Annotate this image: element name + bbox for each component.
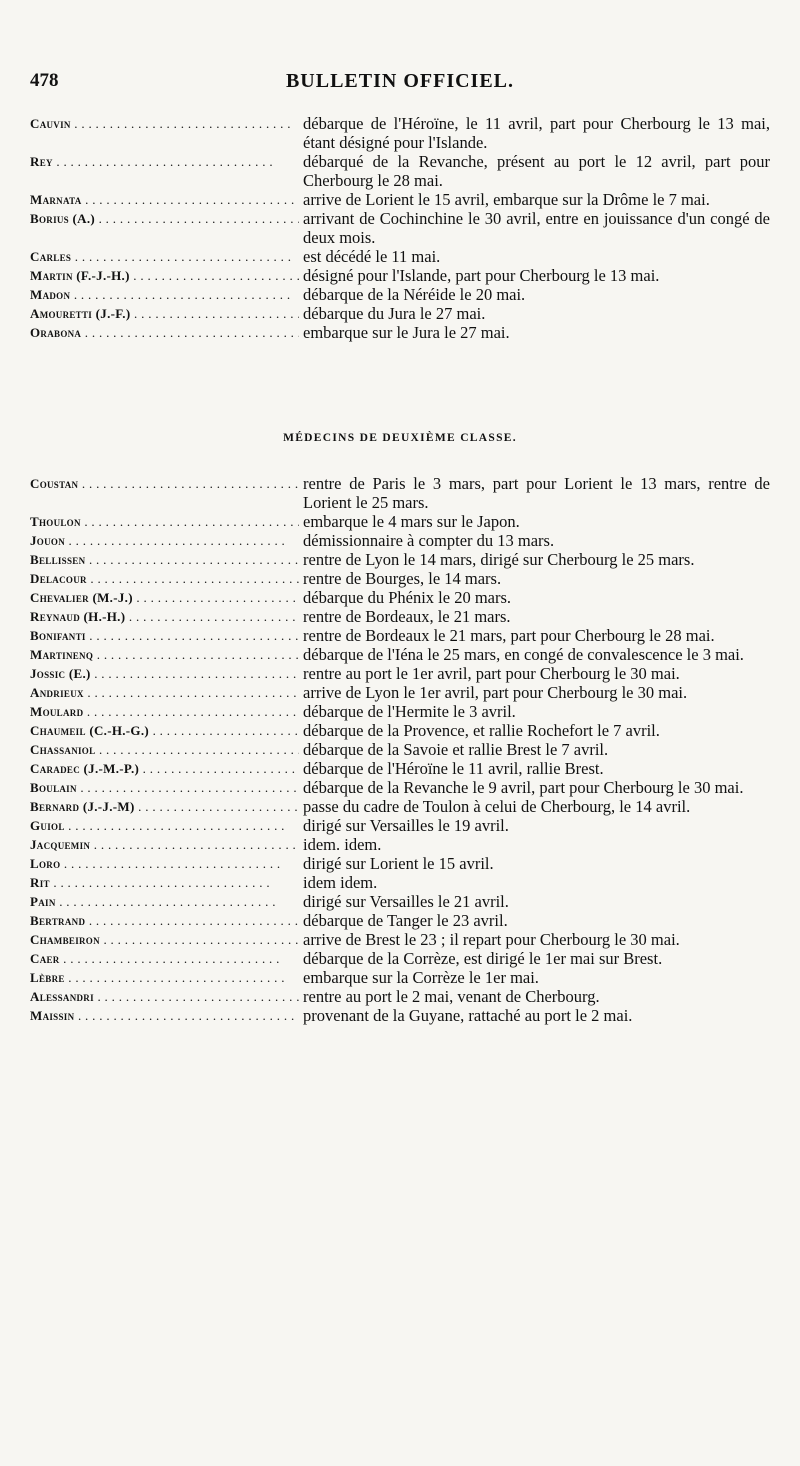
officer-movement: embarque sur le Jura le 27 mai. [303, 323, 510, 342]
officer-movement: débarque de la Néréide le 20 mai. [303, 285, 526, 304]
page-header [30, 70, 770, 100]
officer-list-second-class [30, 474, 770, 1025]
entry-row [30, 892, 770, 911]
officer-name: Bonifanti . . . [30, 626, 299, 645]
officer-name: Boulain . . . [30, 778, 299, 797]
entry-row [30, 266, 770, 285]
officer-name: Amouretti (J.-F.) . . . [30, 304, 299, 323]
entry-row [30, 816, 770, 835]
officer-name: Bernard (J.-J.-M) . . . [30, 797, 299, 816]
entry-row [30, 645, 770, 664]
officer-movement: rentre de Bordeaux le 21 mars, part pour Cherbourg le 28 mai. [303, 626, 715, 645]
entry-row [30, 209, 770, 247]
officer-name: Maissin . . . [30, 1006, 299, 1025]
entry-row [30, 683, 770, 702]
officer-name: Marnata . . . [30, 190, 299, 209]
officer-movement: rentre de Bourges, le 14 mars. [303, 569, 502, 588]
officer-movement: idem. idem. [303, 835, 382, 854]
entry-row [30, 778, 770, 797]
entry-row [30, 740, 770, 759]
entry-row [30, 588, 770, 607]
officer-name: Martinenq . . . [30, 645, 299, 664]
officer-name: Pain . . . [30, 892, 299, 911]
entry-row [30, 949, 770, 968]
officer-name: Reynaud (H.-H.) . . . [30, 607, 299, 626]
officer-movement: passe du cadre de Toulon à celui de Cherbourg, le 14 avril. [303, 797, 691, 816]
entry-row [30, 1006, 770, 1025]
officer-name: Moulard . . . [30, 702, 299, 721]
officer-name: Rit . . . [30, 873, 299, 892]
officer-name: Lèbre . . . [30, 968, 299, 987]
entry-row [30, 152, 770, 190]
officer-name: Jossic (E.) . . . [30, 664, 299, 683]
officer-name: Orabona . . . [30, 323, 299, 342]
entry-row [30, 531, 770, 550]
officer-movement: démissionnaire à compter du 13 mars. [303, 531, 555, 550]
entry-row [30, 911, 770, 930]
officer-movement: rentre de Paris le 3 mars, part pour Lorient le 13 mars, rentre de Lorient le 25 mars. [303, 474, 770, 512]
officer-name: Chaumeil (C.-H.-G.) . . . [30, 721, 299, 740]
section-heading: MÉDECINS DE DEUXIÈME CLASSE. [283, 432, 517, 444]
entry-row [30, 626, 770, 645]
officer-name: Guiol . . . [30, 816, 299, 835]
officer-name: Andrieux . . . [30, 683, 299, 702]
page-number: 478 [30, 70, 59, 91]
officer-movement: arrive de Brest le 23 ; il repart pour Cherbourg le 30 mai. [303, 930, 680, 949]
officer-name: Coustan . . . [30, 474, 299, 512]
entry-row [30, 304, 770, 323]
officer-name: Caer . . . [30, 949, 299, 968]
officer-movement: débarque de Tanger le 23 avril. [303, 911, 508, 930]
entry-row [30, 607, 770, 626]
officer-movement: dirigé sur Versailles le 21 avril. [303, 892, 509, 911]
officer-list-first [30, 114, 770, 342]
officer-movement: débarque du Phénix le 20 mars. [303, 588, 512, 607]
entry-row [30, 721, 770, 740]
entry-row [30, 702, 770, 721]
entry-row [30, 512, 770, 531]
officer-movement: arrivant de Cochinchine le 30 avril, entre en jouissance d'un congé de deux mois. [303, 209, 770, 247]
officer-movement: rentre au port le 2 mai, venant de Cherbourg. [303, 987, 600, 1006]
officer-movement: débarque de la Savoie et rallie Brest le 7 avril. [303, 740, 609, 759]
entry-row [30, 190, 770, 209]
officer-movement: arrive de Lyon le 1er avril, part pour Cherbourg le 30 mai. [303, 683, 688, 702]
entry-row [30, 114, 770, 152]
officer-name: Alessandri . . . [30, 987, 299, 1006]
officer-name: Bertrand . . . [30, 911, 299, 930]
officer-name: Chevalier (M.-J.) . . . [30, 588, 299, 607]
officer-name: Rey . . . [30, 152, 299, 190]
entry-row [30, 759, 770, 778]
officer-name: Cauvin . . . [30, 114, 299, 152]
officer-movement: débarque de l'Iéna le 25 mars, en congé de convalescence le 3 mai. [303, 645, 744, 664]
officer-movement: débarque de la Revanche le 9 avril, part pour Cherbourg le 30 mai. [303, 778, 744, 797]
officer-movement: arrive de Lorient le 15 avril, embarque sur la Drôme le 7 mai. [303, 190, 710, 209]
entry-row [30, 664, 770, 683]
entry-row [30, 987, 770, 1006]
officer-movement: rentre de Lyon le 14 mars, dirigé sur Cherbourg le 25 mars. [303, 550, 695, 569]
officer-name: Caradec (J.-M.-P.) . . . [30, 759, 299, 778]
entry-row [30, 550, 770, 569]
officer-movement: dirigé sur Versailles le 19 avril. [303, 816, 509, 835]
officer-movement: débarque du Jura le 27 mai. [303, 304, 486, 323]
officer-name: Borius (A.) . . . [30, 209, 299, 247]
page-title: BULLETIN OFFICIEL. [285, 70, 515, 92]
entry-row [30, 474, 770, 512]
officer-name: Jacquemin . . . [30, 835, 299, 854]
officer-name: Delacour . . . [30, 569, 299, 588]
entry-row [30, 968, 770, 987]
officer-name: Thoulon . . . [30, 512, 299, 531]
entry-row [30, 323, 770, 342]
officer-name: Carles . . . [30, 247, 299, 266]
entry-row [30, 873, 770, 892]
officer-movement: embarque le 4 mars sur le Japon. [303, 512, 520, 531]
entry-row [30, 854, 770, 873]
entry-row [30, 797, 770, 816]
officer-movement: débarque de la Corrèze, est dirigé le 1er mai sur Brest. [303, 949, 663, 968]
entry-row [30, 569, 770, 588]
officer-movement: rentre de Bordeaux, le 21 mars. [303, 607, 511, 626]
officer-movement: débarque de l'Hermite le 3 avril. [303, 702, 516, 721]
officer-name: Jouon . . . [30, 531, 299, 550]
entry-row [30, 247, 770, 266]
officer-movement: désigné pour l'Islande, part pour Cherbourg le 13 mai. [303, 266, 660, 285]
officer-name: Chassaniol . . . [30, 740, 299, 759]
officer-movement: provenant de la Guyane, rattaché au port le 2 mai. [303, 1006, 633, 1025]
officer-movement: débarque de l'Héroïne le 11 avril, rallie Brest. [303, 759, 604, 778]
officer-movement: débarqué de la Revanche, présent au port le 12 avril, part pour Cherbourg le 28 mai. [303, 152, 770, 190]
entry-row [30, 930, 770, 949]
entry-row [30, 835, 770, 854]
officer-movement: dirigé sur Lorient le 15 avril. [303, 854, 494, 873]
officer-name: Martin (F.-J.-H.) . . . [30, 266, 299, 285]
officer-name: Madon . . . [30, 285, 299, 304]
officer-name: Loro . . . [30, 854, 299, 873]
officer-name: Chambeiron . . . [30, 930, 299, 949]
officer-movement: rentre au port le 1er avril, part pour Cherbourg le 30 mai. [303, 664, 680, 683]
officer-movement: est décédé le 11 mai. [303, 247, 441, 266]
officer-movement: embarque sur la Corrèze le 1er mai. [303, 968, 539, 987]
officer-movement: idem idem. [303, 873, 378, 892]
officer-name: Bellissen . . . [30, 550, 299, 569]
officer-movement: débarque de la Provence, et rallie Rochefort le 7 avril. [303, 721, 660, 740]
officer-movement: débarque de l'Héroïne, le 11 avril, part pour Cherbourg le 13 mai, étant désigné pour l'Islande. [303, 114, 770, 152]
entry-row [30, 285, 770, 304]
